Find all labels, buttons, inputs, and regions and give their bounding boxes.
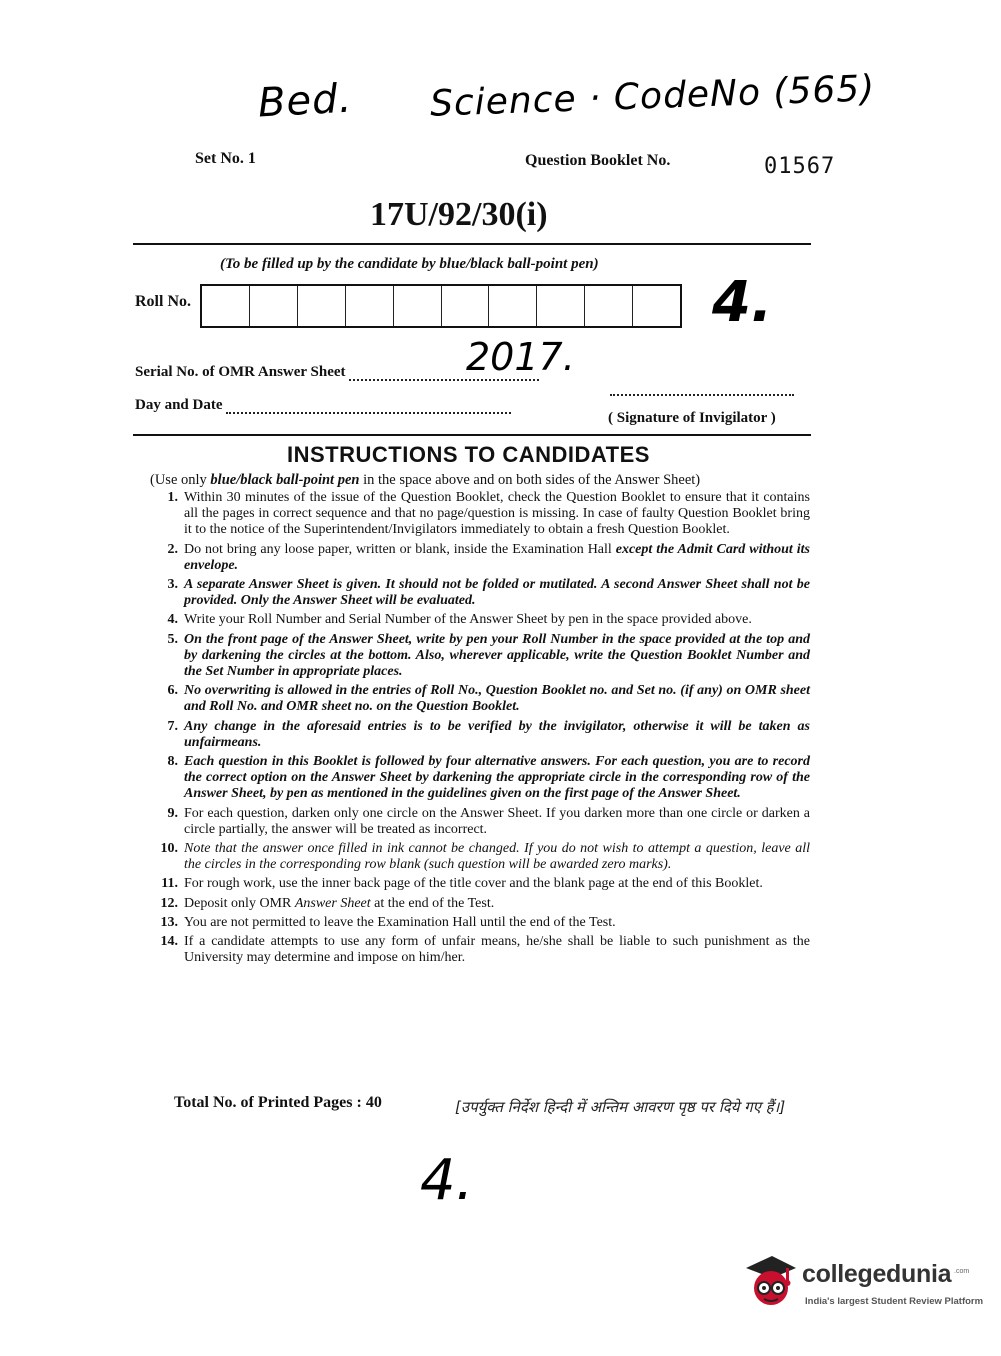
instruction-item (150, 896, 810, 912)
set-number: Set No. 1 (195, 150, 256, 167)
signature-label: ( Signature of Invigilator ) (608, 410, 776, 426)
instruction-item (150, 632, 810, 681)
roll-digit-box[interactable] (298, 286, 346, 326)
handwritten-roll-mark: 4. (712, 270, 773, 335)
instruction-text (184, 542, 810, 574)
instruction-text: Write your Roll Number and Serial Number of the Answer Sheet by pen in the space provided above. (184, 612, 752, 628)
instruction-item (150, 841, 810, 873)
instruction-item (150, 915, 810, 931)
instruction-text: No overwriting is allowed in the entries of Roll No., Question Booklet no. and Set no. (if any) on OMR sheet and Roll No. and OMR sheet no. on the Question Booklet. (184, 683, 810, 715)
roll-digit-box[interactable] (537, 286, 585, 326)
day-date-field[interactable] (226, 402, 511, 414)
roll-digit-box[interactable] (394, 286, 442, 326)
serial-omr-field[interactable] (349, 369, 539, 381)
collegedunia-mascot-icon (742, 1250, 800, 1310)
handwritten-year: 2017. (466, 335, 575, 379)
question-booklet-label: Question Booklet No. (525, 152, 671, 169)
use-note-prefix: (Use only (150, 472, 211, 488)
instructions-list (150, 490, 810, 969)
instruction-text: For each question, darken only one circle on the Answer Sheet. If you darken more than one circle or darken a circle partially, the answer will be treated as incorrect. (184, 805, 810, 837)
instruction-text: On the front page of the Answer Sheet, write by pen your Roll Number in the space provided at the top and by darkening the circles at the bottom. Also, wherever applicable, write the Question Booklet Number and the Set Number in appropriate places. (184, 631, 810, 680)
instruction-item (150, 876, 810, 892)
instruction-item (150, 542, 810, 574)
divider-bottom (133, 434, 811, 436)
instruction-text: If a candidate attempts to use any form of unfair means, he/she shall be liable to such punishment as the University may determine and impose on him/her. (184, 934, 810, 966)
instruction-number: 5. (167, 631, 178, 647)
roll-digit-box[interactable] (442, 286, 490, 326)
instruction-number: 9. (167, 805, 178, 821)
day-date-row (135, 397, 511, 414)
paper-code: 17U/92/30(i) (370, 196, 548, 233)
roll-digit-box[interactable] (202, 286, 250, 326)
use-note-suffix: in the space above and on both sides of the Answer Sheet) (359, 472, 701, 488)
instruction-text: Each question in this Booklet is followed by four alternative answers. For each question, you are to record the correct option on the Answer Sheet by darkening the appropriate circle in the corresponding row of the Answer Sheet, by pen as mentioned in the guidelines given on the first page of the Answer Sheet. (184, 754, 810, 802)
instruction-number: 6. (167, 683, 178, 699)
signature-field[interactable] (610, 390, 794, 396)
instruction-item (150, 577, 810, 609)
roll-number-label: Roll No. (135, 293, 191, 310)
instruction-item (150, 612, 810, 628)
instruction-number: 7. (167, 718, 178, 734)
instruction-item (150, 683, 810, 715)
total-printed-pages: Total No. of Printed Pages : 40 (174, 1094, 382, 1111)
serial-omr-label: Serial No. of OMR Answer Sheet (135, 364, 346, 380)
instruction-text-plain: Deposit only OMR (184, 895, 295, 911)
day-date-label: Day and Date (135, 397, 223, 413)
instruction-text-plain: at the end of the Test. (370, 895, 495, 911)
instruction-text: For rough work, use the inner back page of the title cover and the blank page at the end of this Booklet. (184, 876, 763, 892)
hindi-note: [उपर्युक्त निर्देश हिन्दी में अन्तिम आवरण पृष्ठ पर दिये गए हैं।] (455, 1098, 786, 1116)
collegedunia-logo-tm: .com (954, 1268, 970, 1275)
instruction-text-emphasis: except the Admit Card without its envelope. (184, 541, 810, 573)
divider-top (133, 243, 811, 245)
roll-digit-box[interactable] (346, 286, 394, 326)
handwritten-bottom-mark: 4. (420, 1148, 474, 1213)
question-booklet-number: 01567 (764, 154, 836, 179)
instruction-number: 8. (167, 754, 178, 770)
instructions-title: INSTRUCTIONS TO CANDIDATES (287, 442, 650, 467)
instruction-item (150, 719, 810, 751)
use-note-emphasis: blue/black ball-point pen (210, 472, 360, 488)
instruction-text (184, 896, 810, 912)
handwritten-subject-code: Science · CodeNo (565) (429, 68, 876, 125)
instruction-number: 4. (167, 612, 178, 628)
roll-number-boxes[interactable] (200, 284, 682, 328)
instruction-text-plain: Do not bring any loose paper, written or blank, inside the Examination Hall (184, 541, 616, 557)
instruction-text: Note that the answer once filled in ink cannot be changed. If you do not wish to attempt a question, leave all the circles in the corresponding row blank (such question will be awarded zero marks). (184, 841, 810, 873)
instruction-item (150, 806, 810, 838)
roll-digit-box[interactable] (633, 286, 680, 326)
instruction-item (150, 934, 810, 966)
instruction-item (150, 754, 810, 803)
instruction-number: 1. (167, 490, 178, 505)
instruction-item (150, 490, 810, 539)
instruction-number: 12. (160, 895, 178, 911)
instruction-text: A separate Answer Sheet is given. It should not be folded or mutilated. A second Answer Sheet shall not be provided. Only the Answer Sheet will be evaluated. (184, 577, 810, 609)
instruction-number: 11. (161, 876, 178, 892)
collegedunia-logo-text: collegedunia (802, 1260, 952, 1288)
instruction-text: Any change in the aforesaid entries is to be verified by the invigilator, otherwise it will be taken as unfairmeans. (184, 718, 810, 750)
handwritten-course: Bed. (256, 75, 354, 127)
use-pen-note (150, 472, 810, 489)
roll-digit-box[interactable] (250, 286, 298, 326)
roll-digit-box[interactable] (585, 286, 633, 326)
instruction-number: 14. (160, 934, 178, 950)
roll-digit-box[interactable] (489, 286, 537, 326)
instruction-number: 3. (167, 577, 178, 593)
instruction-text-emphasis: Answer Sheet (294, 895, 371, 911)
instruction-text: You are not permitted to leave the Examination Hall until the end of the Test. (184, 914, 616, 930)
fill-note: (To be filled up by the candidate by blue/black ball-point pen) (220, 256, 599, 272)
collegedunia-tagline: India's largest Student Review Platform (805, 1296, 984, 1307)
serial-omr-row (135, 364, 539, 381)
instruction-text: Within 30 minutes of the issue of the Question Booklet, check the Question Booklet to ensure that it contains all the pages in correct sequence and that no page/question is missing. In case of faulty Question Booklet bring it to the notice of the Superintendent/Invigilators immediately to obtain a fresh Question Booklet. (184, 490, 810, 538)
instruction-number: 13. (160, 914, 178, 930)
instruction-number: 10. (160, 841, 178, 857)
instruction-number: 2. (167, 541, 178, 557)
